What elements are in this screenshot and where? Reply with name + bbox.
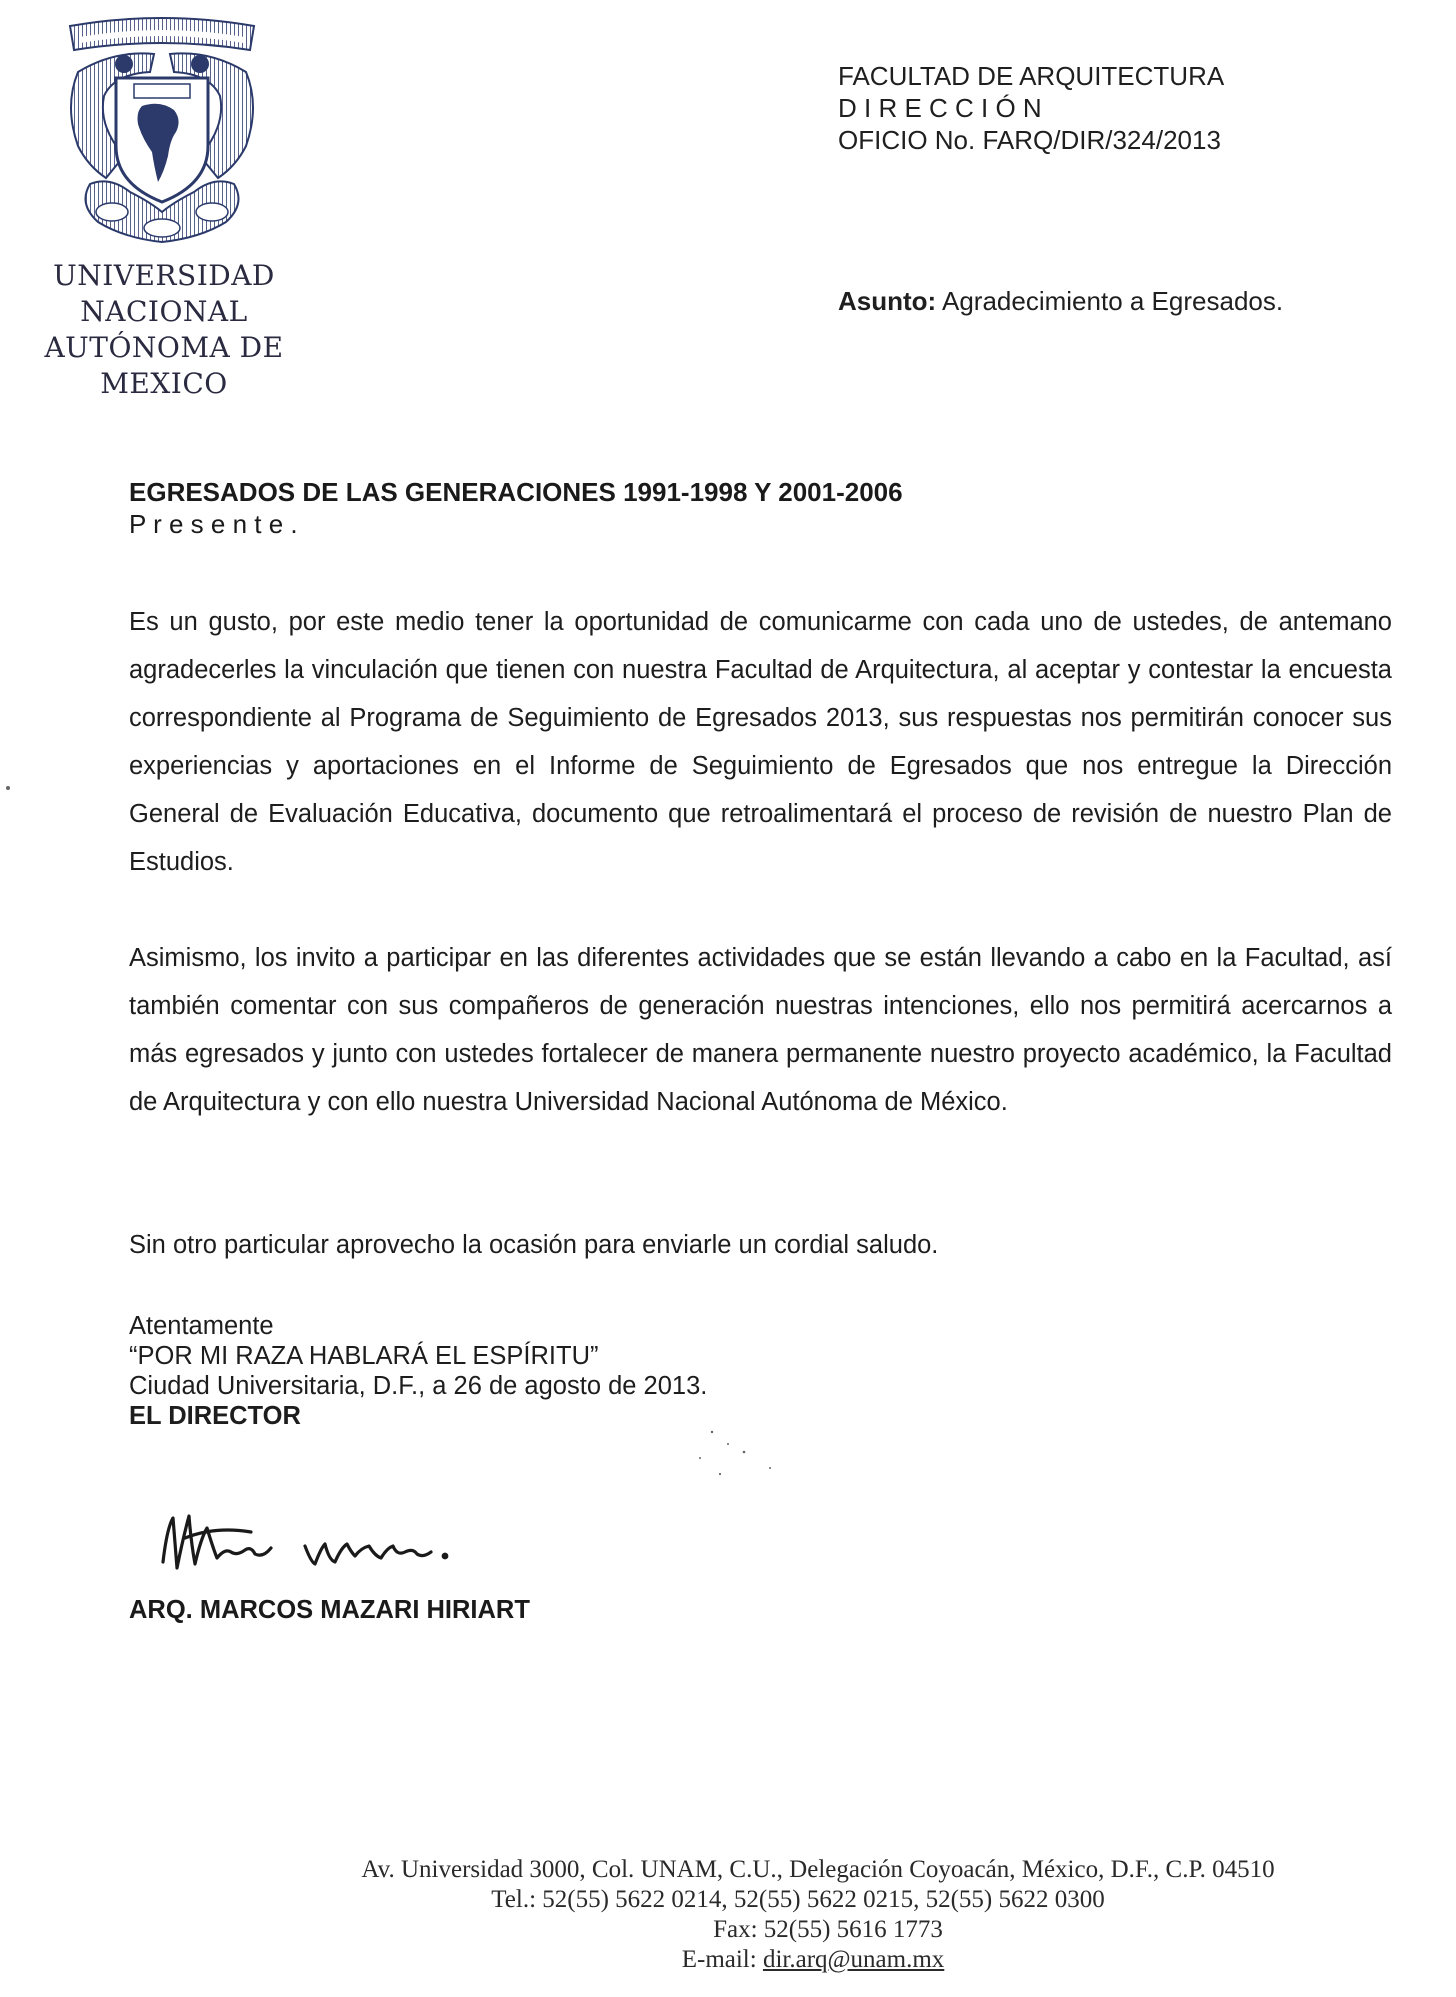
footer-contact <box>0 1855 1456 1975</box>
body-paragraph-3: Sin otro particular aprovecho la ocasión para enviarle un cordial saludo. <box>129 1231 939 1259</box>
university-name-line-2: AUTÓNOMA DE <box>44 331 284 364</box>
greeting: P r e s e n t e . <box>129 509 298 539</box>
valediction: Atentamente <box>129 1312 274 1340</box>
recipients: EGRESADOS DE LAS GENERACIONES 1991-1998 Y 2001-2006 <box>129 477 903 507</box>
subject-line <box>838 286 1283 317</box>
handwritten-signature <box>155 1498 515 1590</box>
closing-block <box>129 1311 707 1431</box>
footer-phones: Tel.: 52(55) 5622 0214, 52(55) 5622 0215, 52(55) 5622 0300 <box>491 1886 1105 1913</box>
university-name <box>14 258 314 402</box>
university-name-line-3: MEXICO <box>100 367 228 400</box>
crest-icon <box>50 16 274 248</box>
subject-label: Asunto: <box>838 286 937 316</box>
footer-email-link[interactable]: dir.arq@unam.mx <box>762 1946 945 1973</box>
subject-text: Agradecimiento a Egresados. <box>942 286 1284 316</box>
place-date: Ciudad Universitaria, D.F., a 26 de agosto de 2013. <box>129 1372 708 1400</box>
footer-address: Av. Universidad 3000, Col. UNAM, C.U., Delegación Coyoacán, México, D.F., C.P. 04510 <box>361 1856 1275 1883</box>
director-title: EL DIRECTOR <box>129 1402 301 1430</box>
closing-motto: “POR MI RAZA HABLARÁ EL ESPÍRITU” <box>129 1342 599 1370</box>
body-paragraph-1: Es un gusto, por este medio tener la oportunidad de comunicarme con cada uno de ustedes, de antemano agradecerles la vinculación que tienen con nuestra Facultad de Arquitectura, al aceptar y contestar la encuesta correspondiente al Programa de Seguimiento de Egresados 2013, sus respuestas nos permitirán conocer sus experiencias y aportaciones en el Informe de Seguimiento de Egresados que nos entregue la Dirección General de Evaluación Educativa, documento que retroalimentará el proceso de revisión de nuestro Plan de Estudios. <box>129 608 1392 876</box>
unam-crest-logo <box>50 16 274 248</box>
footer-fax: Fax: 52(55) 5616 1773 <box>713 1916 943 1943</box>
footer-email-label: E-mail: <box>681 1946 757 1973</box>
body-paragraph-2: Asimismo, los invito a participar en las diferentes actividades que se están llevando a cabo en la Facultad, así también comentar con sus compañeros de generación nuestras intenciones, ello nos permitirá acercarnos a más egresados y junto con ustedes fortalecer de manera permanente nuestro proyecto académico, la Facultad de Arquitectura y con ello nuestra Universidad Nacional Autónoma de México. <box>129 944 1392 1116</box>
signature-icon <box>155 1498 515 1590</box>
addressee-block <box>129 476 903 540</box>
letterhead <box>838 60 1224 156</box>
footer-email-line <box>0 1945 1456 1975</box>
signer-name: ARQ. MARCOS MAZARI HIRIART <box>129 1596 530 1624</box>
university-name-line-1: UNIVERSIDAD NACIONAL <box>53 259 275 328</box>
faculty-name: FACULTAD DE ARQUITECTURA <box>838 61 1225 91</box>
reference-number: OFICIO No. FARQ/DIR/324/2013 <box>838 125 1221 155</box>
office-name: D I R E C C I Ó N <box>838 93 1042 123</box>
